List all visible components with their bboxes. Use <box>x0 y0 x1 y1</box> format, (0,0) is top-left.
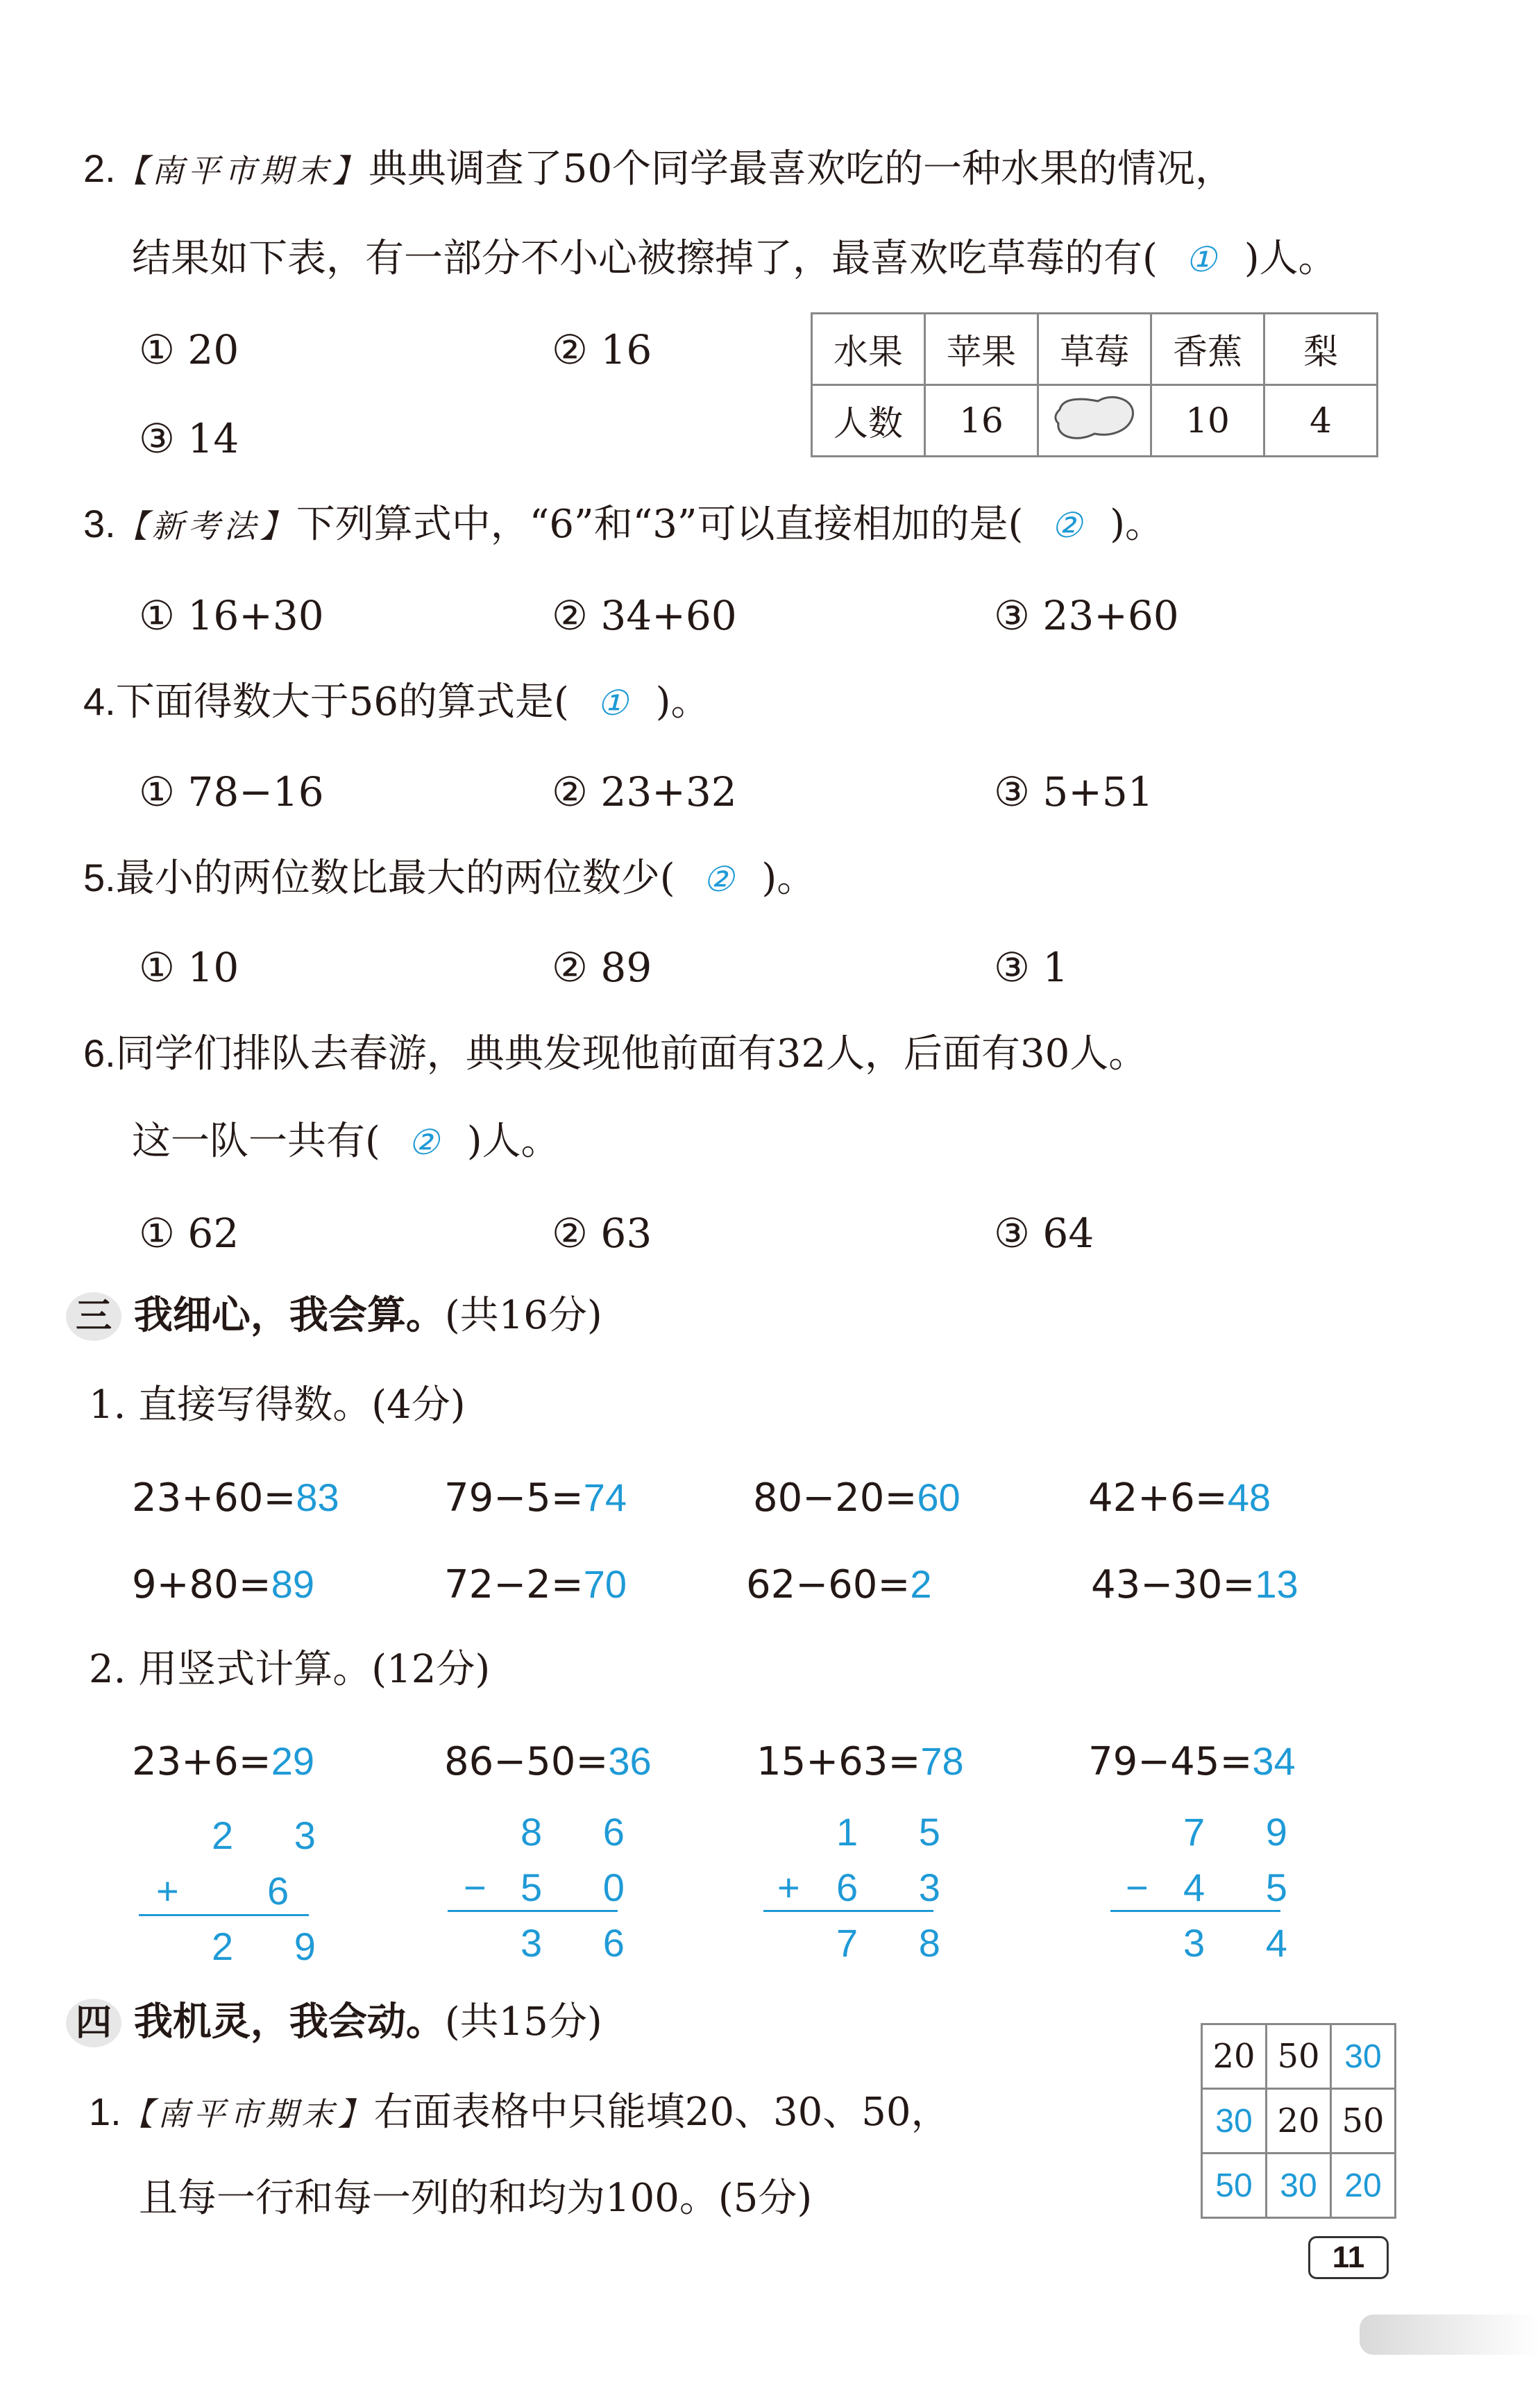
vertical-calc-operator: − <box>1126 1865 1174 1909</box>
magic-grid-cell: 20 <box>1267 2089 1331 2154</box>
vertical-calc-line <box>139 1914 309 1916</box>
calc-answer: 48 <box>1227 1475 1271 1519</box>
q5-option-1: ① 10 <box>139 944 239 991</box>
magic-grid-row <box>1202 2089 1396 2154</box>
fruit-table-cell: 16 <box>925 385 1038 457</box>
q3-tag: 【新考法】 <box>115 507 296 545</box>
q6-line1 <box>83 1031 1148 1076</box>
section3-score: (共16分) <box>444 1293 602 1338</box>
magic-grid-cell: 20 <box>1202 2024 1267 2089</box>
q6-line2 <box>132 1119 560 1164</box>
magic-grid-row <box>1202 2154 1396 2218</box>
magic-grid-cell: 30 <box>1331 2024 1396 2089</box>
fruit-table <box>811 312 1378 457</box>
vertical-calc-expr: 86−50=36 <box>444 1739 652 1784</box>
vertical-calc-top: 8 6 <box>521 1810 650 1854</box>
vertical-calc-expr: 15+63=78 <box>756 1739 964 1784</box>
q4-option-1: ① 78−16 <box>139 768 324 815</box>
q6-option-1: ① 62 <box>139 1210 239 1257</box>
fruit-table-cell: 10 <box>1151 385 1264 457</box>
q3-option-2: ② 34+60 <box>552 592 737 639</box>
fruit-table-cell: 人数 <box>812 385 925 457</box>
q6-answer: ② <box>407 1123 439 1162</box>
q2-line2 <box>132 236 1337 281</box>
q4-text-end: )。 <box>655 679 710 725</box>
q5-number: 5. <box>83 856 116 899</box>
fruit-table-cell: 4 <box>1264 385 1378 457</box>
q5-line <box>83 856 816 901</box>
vertical-calc-line <box>448 1910 618 1912</box>
calc-answer: 70 <box>583 1562 627 1606</box>
q4-option-2: ② 23+32 <box>552 768 737 815</box>
fruit-table-header-row <box>812 314 1378 385</box>
s4-q1-text-line1: 右面表格中只能填20、30、50， <box>373 2090 950 2135</box>
q6-option-2: ② 63 <box>552 1210 652 1257</box>
q5-text-end: )。 <box>761 856 816 901</box>
magic-grid-cell: 20 <box>1331 2154 1396 2218</box>
fruit-table-header: 水果 <box>812 314 925 385</box>
fruit-table-header: 草莓 <box>1038 314 1151 385</box>
section3-heading <box>66 1292 602 1341</box>
q4-number: 4. <box>83 679 116 723</box>
s4-q1-line1 <box>89 2090 950 2135</box>
page-number-tab <box>1360 2315 1540 2355</box>
section4-score: (共15分) <box>444 1999 602 2045</box>
vertical-calc-answer: 78 <box>920 1739 964 1783</box>
calc-answer: 13 <box>1255 1562 1298 1606</box>
q3-answer: ② <box>1051 506 1083 545</box>
q4-line <box>83 679 710 725</box>
q6-text-line1: 同学们排队去春游，典典发现他前面有32人，后面有30人。 <box>115 1031 1148 1076</box>
q2-option-3: ③ 14 <box>139 415 239 462</box>
calc-answer: 83 <box>296 1475 339 1519</box>
fruit-table-header: 苹果 <box>925 314 1038 385</box>
q6-option-3: ③ 64 <box>994 1210 1094 1257</box>
vertical-calc-line <box>763 1910 933 1912</box>
fruit-table-header: 梨 <box>1264 314 1378 385</box>
q2-line1 <box>83 146 1234 192</box>
calc-item: 79−5=74 <box>444 1475 627 1521</box>
calc-item: 80−20=60 <box>753 1475 961 1521</box>
vertical-calc-line <box>1110 1910 1280 1912</box>
vertical-calc-second: 4 5 <box>1183 1865 1312 1909</box>
calc-answer: 60 <box>917 1475 961 1519</box>
magic-grid-cell: 30 <box>1202 2089 1267 2154</box>
vertical-calc-result: 2 9 <box>212 1924 341 1968</box>
vertical-calc-operator: − <box>464 1865 511 1909</box>
magic-grid-cell: 30 <box>1267 2154 1331 2218</box>
vertical-calc-operator: + <box>777 1865 825 1909</box>
vertical-calc-second: 6 3 <box>836 1865 965 1909</box>
magic-grid-cell: 50 <box>1202 2154 1267 2218</box>
calc-item: 23+60=83 <box>132 1475 339 1521</box>
q2-text-line2-end: )人。 <box>1244 236 1337 281</box>
q6-text-line2: 这一队一共有( <box>132 1119 380 1164</box>
s4-q1-line2: 且每一行和每一列的和均为100。(5分) <box>139 2176 813 2221</box>
q3-text: 下列算式中，“6”和“3”可以直接相加的是( <box>296 502 1024 547</box>
calc-answer: 74 <box>583 1475 627 1519</box>
q2-option-1: ① 20 <box>139 326 239 373</box>
q2-text-line2: 结果如下表，有一部分不小心被擦掉了，最喜欢吃草莓的有( <box>132 236 1158 281</box>
q2-number: 2. <box>83 146 116 190</box>
q2-answer: ① <box>1185 240 1217 279</box>
s4-q1-tag: 【南平市期末】 <box>121 2095 374 2133</box>
magic-grid-table <box>1201 2023 1396 2219</box>
vertical-calc-expr: 23+6=29 <box>132 1739 315 1784</box>
q5-answer: ② <box>702 860 734 899</box>
q2-text-line1: 典典调查了50个同学最喜欢吃的一种水果的情况， <box>368 146 1234 192</box>
fruit-table-header: 香蕉 <box>1151 314 1264 385</box>
vertical-calc-top: 1 5 <box>836 1810 965 1854</box>
vertical-calc-result: 3 4 <box>1183 1921 1312 1965</box>
q2-option-2: ② 16 <box>552 326 652 373</box>
q5-option-2: ② 89 <box>552 944 652 991</box>
q6-text-line2-end: )人。 <box>466 1119 560 1164</box>
calc-answer: 2 <box>910 1562 932 1606</box>
vertical-calc-operator: + <box>156 1869 204 1913</box>
vertical-calc-answer: 29 <box>271 1739 315 1783</box>
calc-item: 9+80=89 <box>132 1562 315 1607</box>
q3-option-1: ① 16+30 <box>139 592 324 639</box>
q6-number: 6. <box>83 1031 116 1075</box>
magic-grid-cell: 50 <box>1267 2024 1331 2089</box>
section4-number-icon: 四 <box>66 1999 121 2047</box>
page-number: 11 <box>1308 2236 1389 2279</box>
vertical-calc-second: 6 <box>267 1869 314 1913</box>
vertical-calc-top: 2 3 <box>212 1813 341 1857</box>
section3-sub1-title: 1. 直接写得数。(4分) <box>89 1382 466 1428</box>
magic-grid-cell: 50 <box>1331 2089 1396 2154</box>
section3-sub2-title: 2. 用竖式计算。(12分) <box>89 1647 491 1692</box>
vertical-calc-answer: 36 <box>608 1739 652 1783</box>
vertical-calc-answer: 34 <box>1252 1739 1296 1783</box>
calc-item: 72−2=70 <box>444 1562 627 1607</box>
fruit-table-data-row <box>812 385 1378 457</box>
section4-heading <box>66 1999 602 2047</box>
q5-option-3: ③ 1 <box>994 944 1069 991</box>
vertical-calc-expr: 79−45=34 <box>1088 1739 1296 1784</box>
calc-item: 62−60=2 <box>746 1562 932 1607</box>
q3-option-3: ③ 23+60 <box>994 592 1179 639</box>
q3-text-end: )。 <box>1110 502 1165 547</box>
calc-item: 42+6=48 <box>1088 1475 1271 1521</box>
section4-title: 我机灵，我会动。 <box>133 1999 445 2045</box>
magic-grid-row <box>1202 2024 1396 2089</box>
erased-blot-icon <box>1046 389 1143 444</box>
q4-text: 下面得数大于56的算式是( <box>115 679 569 725</box>
section3-title: 我细心，我会算。 <box>133 1293 445 1338</box>
section3-number-icon: 三 <box>66 1292 121 1341</box>
q4-answer: ① <box>596 684 628 722</box>
vertical-calc-result: 3 6 <box>521 1921 650 1965</box>
vertical-calc-top: 7 9 <box>1183 1810 1312 1854</box>
q5-text: 最小的两位数比最大的两位数少( <box>115 856 675 901</box>
q3-number: 3. <box>83 502 116 545</box>
calc-item: 43−30=13 <box>1091 1562 1298 1607</box>
q3-line <box>83 502 1165 547</box>
calc-answer: 89 <box>271 1562 315 1606</box>
vertical-calc-second: 5 0 <box>521 1865 650 1909</box>
q2-tag: 【南平市期末】 <box>115 152 369 189</box>
s4-q1-number: 1. <box>89 2090 121 2133</box>
erased-blot-cell <box>1038 385 1151 457</box>
q4-option-3: ③ 5+51 <box>994 768 1153 815</box>
vertical-calc-result: 7 8 <box>836 1921 965 1965</box>
